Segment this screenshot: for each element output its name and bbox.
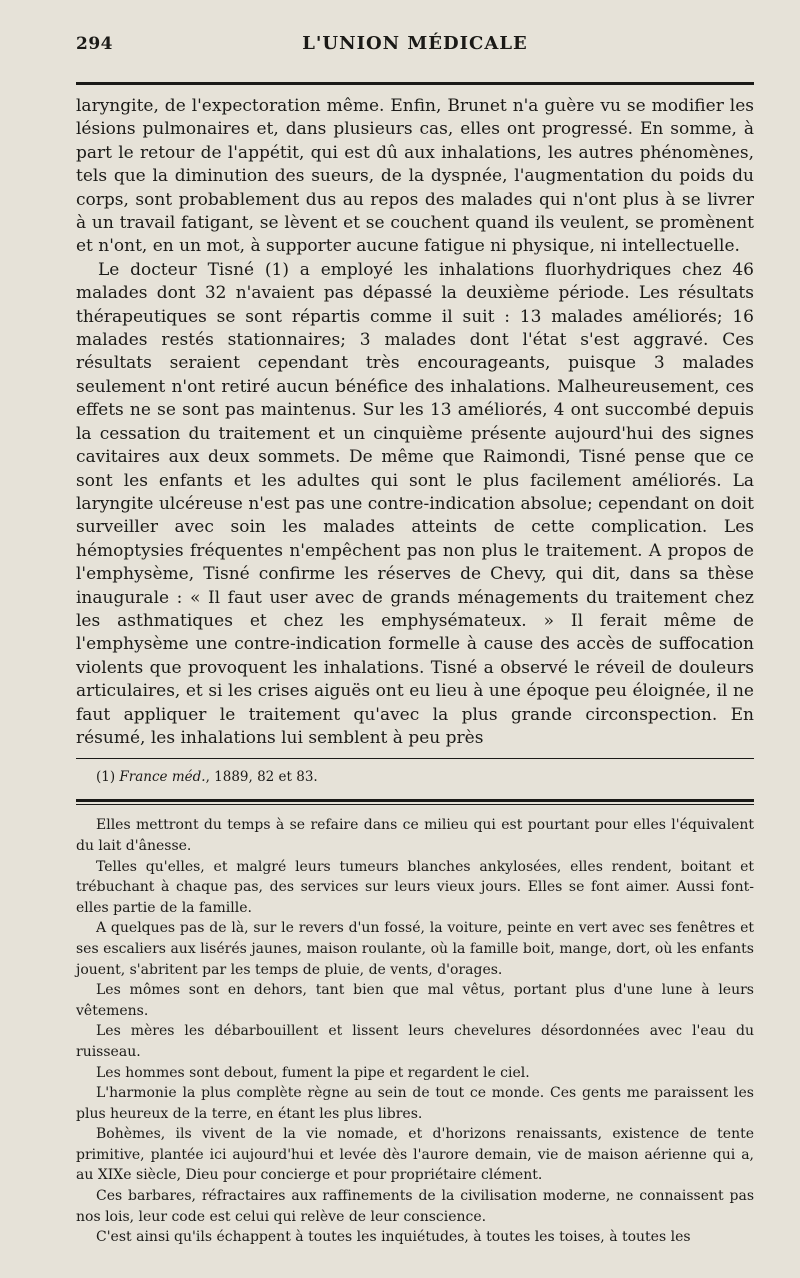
article-body	[76, 95, 754, 750]
feuilleton-paragraph: Les mômes sont en dehors, tant bien que mal vêtus, portant plus d'une lune à leurs vêtemens.	[76, 982, 754, 1019]
separator-thin-rule	[76, 804, 754, 805]
header-rule	[76, 82, 754, 85]
feuilleton-paragraph: Telles qu'elles, et malgré leurs tumeurs blanches ankylosées, elles rendent, boitant et trébuchant à chaque pas, des services sur leurs vieux jours. Elles se font aimer. Aussi font-elles partie de la famille.	[76, 858, 754, 916]
footnote	[76, 767, 754, 787]
feuilleton-paragraph: Ces barbares, réfractaires aux raffinements de la civilisation moderne, ne connaissent pas nos lois, leur code est celui qui relève de leur conscience.	[76, 1188, 754, 1225]
feuilleton-paragraph: L'harmonie la plus complète règne au sein de tout ce monde. Ces gents me paraissent les plus heureux de la terre, en étant les plus libres.	[76, 1085, 754, 1122]
feuilleton-section	[76, 815, 754, 1247]
footnote-text: , 1889, 82 et 83.	[205, 769, 318, 786]
running-header	[76, 28, 754, 62]
feuilleton-paragraph: Elles mettront du temps à se refaire dans ce milieu qui est pourtant pour elles l'équivalent du lait d'ânesse.	[76, 817, 754, 854]
footnote-source: France méd.	[119, 769, 206, 786]
journal-title: L'UNION MÉDICALE	[302, 33, 528, 54]
footnote-marker: (1)	[96, 769, 116, 786]
feuilleton-paragraph: Les hommes sont debout, fument la pipe et regardent le ciel.	[96, 1064, 530, 1081]
separator-thick-rule	[76, 799, 754, 802]
page-number: 294	[76, 34, 113, 54]
feuilleton-paragraph: Les mères les débarbouillent et lissent leurs chevelures désordonnées avec l'eau du ruisseau.	[76, 1023, 754, 1060]
footnote-rule	[76, 758, 754, 759]
feuilleton-paragraph: Bohèmes, ils vivent de la vie nomade, et d'horizons renaissants, existence de tente primitive, plantée ici aujourd'hui et levée dès l'aurore demain, vie de maison aérienne qui a, au XIXe siècle, Dieu pour concierge et pour propriétaire clément.	[76, 1126, 754, 1184]
paragraph: laryngite, de l'expectoration même. Enfin, Brunet n'a guère vu se modifier les lésions pulmonaires et, dans plusieurs cas, elles ont progressé. En somme, à part le retour de l'appétit, qui est dû aux inhalations, les autres phénomènes, tels que la diminution des sueurs, de la dyspnée, l'augmentation du poids du corps, sont probablement dus au repos des malades qui n'ont plus à se livrer à un travail fatigant, se lèvent et se couchent quand ils veulent, se promènent et n'ont, en un mot, à supporter aucune fatigue ni physique, ni intellectuelle.	[76, 96, 754, 257]
feuilleton-paragraph: A quelques pas de là, sur le revers d'un fossé, la voiture, peinte en vert avec ses fenêtres et ses escaliers aux lisérés jaunes, maison roulante, où la famille boit, mange, dort, où les enfants jouent, s'abritent par les temps de pluie, de vents, d'orages.	[76, 920, 754, 978]
feuilleton-separator	[76, 799, 754, 805]
feuilleton-paragraph: C'est ainsi qu'ils échappent à toutes les inquiétudes, à toutes les toises, à toutes les	[96, 1229, 691, 1246]
paragraph: Le docteur Tisné (1) a employé les inhalations fluorhydriques chez 46 malades dont 32 n'avaient pas dépassé la deuxième période. Les résultats thérapeutiques se sont répartis comme il suit : 13 malades améliorés; 16 malades restés stationnaires; 3 malades dont l'état s'est aggravé. Ces résultats seraient cependant très encourageants, puisque 3 malades seulement n'ont retiré aucun bénéfice des inhalations. Malheureusement, ces effets ne se sont pas maintenus. Sur les 13 améliorés, 4 ont succombé depuis la cessation du traitement et un cinquième présente aujourd'hui des signes cavitaires aux deux sommets. De même que Raimondi, Tisné pense que ce sont les enfants et les adultes qui sont le plus facilement améliorés. La laryngite ulcéreuse n'est pas une contre-indication absolue; cependant on doit surveiller avec soin les malades atteints de cette complication. Les hémoptysies fréquentes n'empêchent pas non plus le traitement. A propos de l'emphysème, Tisné confirme les réserves de Chevy, qui dit, dans sa thèse inaugurale : « Il faut user avec de grands ménagements du traitement chez les asthmatiques et chez les emphysémateux. » Il ferait même de l'emphysème une contre-indication formelle à cause des accès de suffocation violents que provoquent les inhalations. Tisné a observé le réveil de douleurs articulaires, et si les crises aiguës ont eu lieu à une époque peu éloignée, il ne faut appliquer le traitement qu'avec la plus grande circonspection. En résumé, les inhalations lui semblent à peu près	[76, 259, 754, 748]
